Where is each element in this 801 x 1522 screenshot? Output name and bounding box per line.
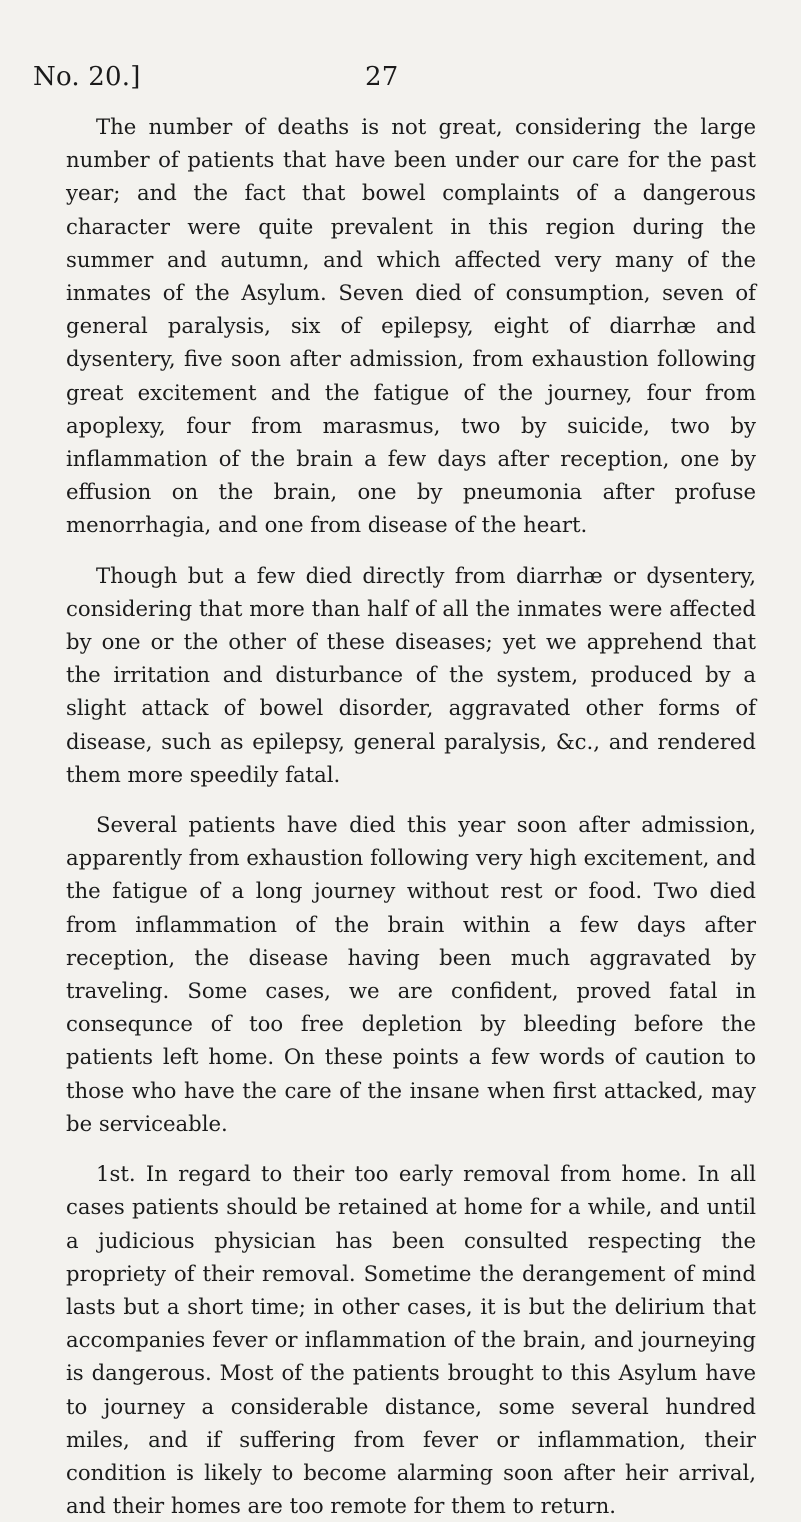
paragraph-bowel-disorders: Though but a few died directly from diarrhæ or dysentery, considering that more than half of all the inmates were affected by one or the other of these diseases; yet we apprehend that the irritation and disturbance of the system, produced by a slight attack of bowel disorder, aggravated other forms of disease, such as epilepsy, general paralysis, &c., and rendered them more speedily fatal. — [66, 562, 756, 787]
paragraph-early-removal: 1st. In regard to their too early removal from home. In all cases patients should be retained at home for a while, and until a judicious physician has been consulted respecting the propriety of their removal. Sometime the derangement of mind lasts but a short time; in other cases, it is but the delirium that accompanies fever or inflammation of the brain, and journeying is dangerous. Most of the patients brought to this Asylum have to journey a considerable distance, some several hundred miles, and if suffering from fever or inflammation, their condition is likely to become alarming soon after heir arrival, and their homes are too remote for them to return. — [66, 1161, 756, 1519]
body-text — [66, 110, 756, 1522]
paragraph-deaths-summary: The number of deaths is not great, considering the large number of patients that have been under our care for the past year; and the fact that bowel complaints of a dangerous character were quite prevalent in this region during the summer and autumn, and which affected very many of the inmates of the Asylum. Seven died of consumption, seven of general paralysis, six of epilepsy, eight of diarrhæ and dysentery, five soon after admission, from exhaustion following great excitement and the fatigue of the journey, four from apoplexy, four from marasmus, two by suicide, two by inflammation of the brain a few days after reception, one by effusion on the brain, one by pneumonia after profuse menorrhagia, and one from disease of the heart. — [66, 114, 756, 538]
page-number: 27 — [365, 62, 399, 92]
paragraph-exhaustion-deaths: Several patients have died this year soon after admission, apparently from exhaustion following very high excitement, and the fatigue of a long journey without rest or food. Two died from inflammation of the brain within a few days after reception, the disease having been much aggravated by traveling. Some cases, we are confident, proved fatal in consequnce of too free depletion by bleeding before the patients left home. On these points a few words of caution to those who have the care of the insane when first attacked, may be serviceable. — [66, 812, 756, 1136]
document-number: No. 20.] — [33, 62, 141, 92]
